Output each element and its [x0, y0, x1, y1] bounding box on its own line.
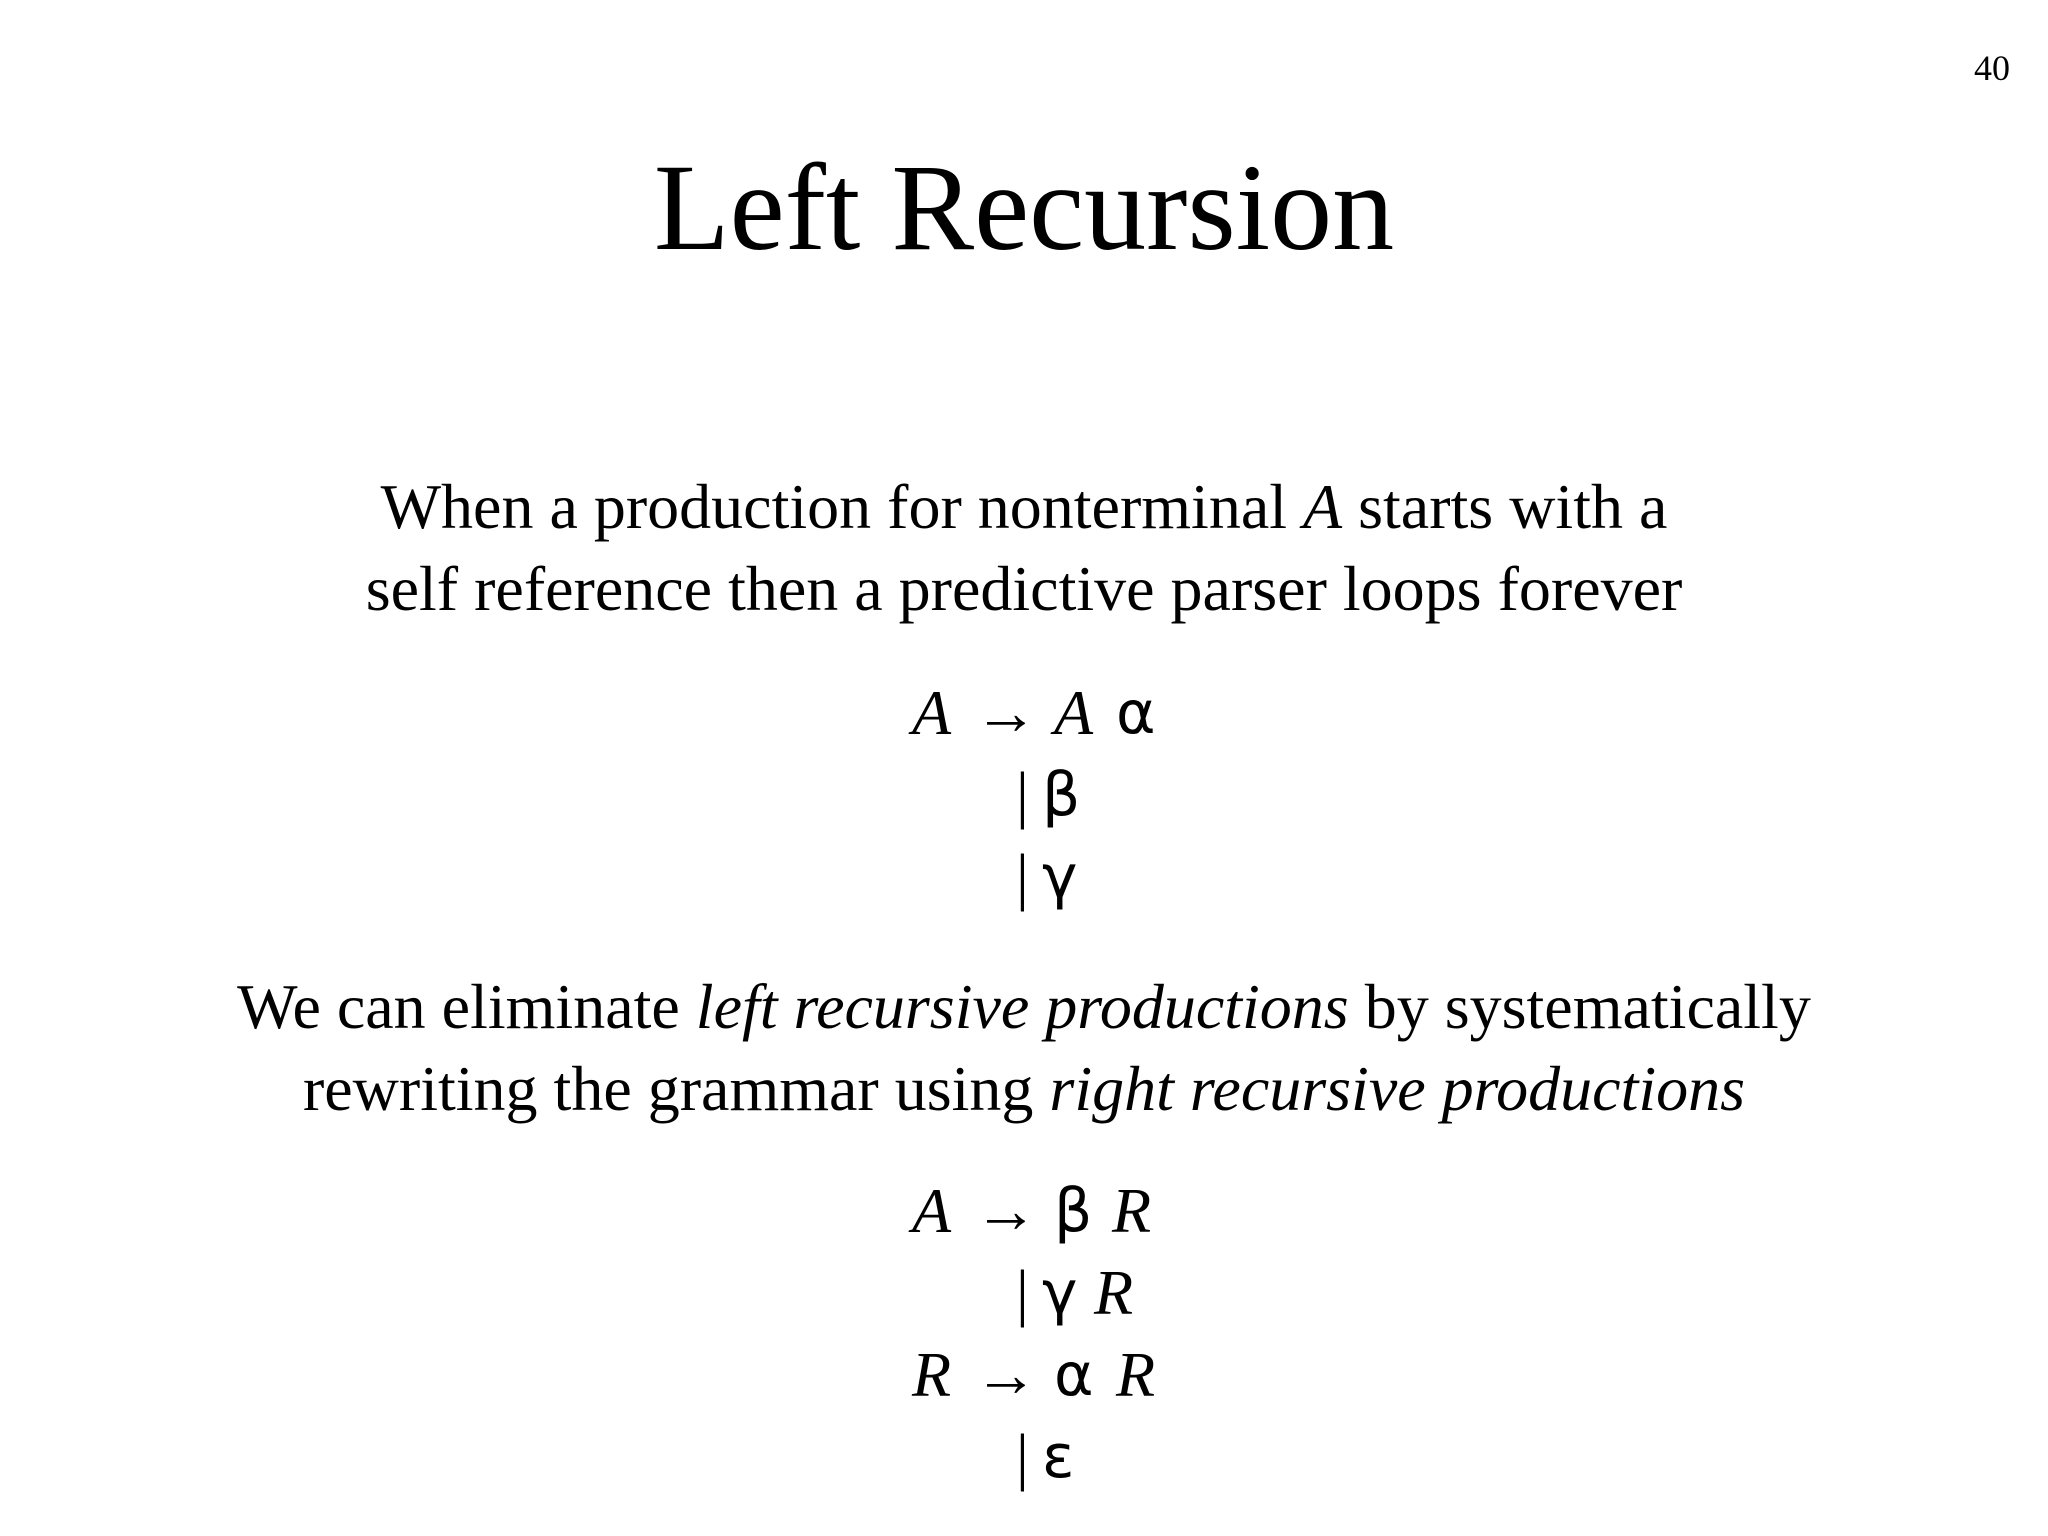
elimination-line-2: [0, 1048, 2048, 1130]
grammar-2-r: R: [1112, 1175, 1152, 1246]
grammar-1-alt-gamma: [908, 836, 1208, 918]
elimination-line-1-term: left recursive productions: [695, 971, 1349, 1042]
grammar-1-beta: β: [1042, 760, 1081, 830]
grammar-2-arrow: →: [974, 1339, 1038, 1410]
grammar-2-beta: β: [1054, 1176, 1093, 1246]
page-number: 40: [1974, 48, 2010, 88]
grammar-1-bar: |: [1016, 841, 1029, 912]
intro-line-1-nonterminal: A: [1303, 471, 1343, 542]
grammar-2-rule-a: [908, 1170, 1208, 1252]
intro-line-1-text-after: starts with a: [1342, 471, 1668, 542]
intro-paragraph: [0, 466, 2048, 630]
grammar-1-gamma: γ: [1042, 842, 1078, 912]
grammar-2-lhs-r: R: [912, 1339, 952, 1410]
grammar-2-r: R: [1116, 1339, 1156, 1410]
grammar-2-lhs-a: A: [912, 1175, 952, 1246]
grammar-2-rule-r: [908, 1334, 1208, 1416]
right-recursive-grammar: [908, 1170, 1208, 1498]
grammar-1-alt-beta: [908, 754, 1208, 836]
grammar-2-epsilon: ε: [1042, 1422, 1075, 1492]
elimination-line-2-term: right recursive productions: [1049, 1053, 1746, 1124]
grammar-2-gamma: γ: [1042, 1258, 1078, 1328]
grammar-2-alt-epsilon: [908, 1416, 1208, 1498]
grammar-1-bar: |: [1016, 759, 1029, 830]
grammar-2-alpha: α: [1054, 1340, 1094, 1410]
elimination-line-2-text-before: rewriting the grammar using: [302, 1053, 1050, 1124]
grammar-1-arrow: →: [974, 677, 1038, 748]
grammar-1-alpha: α: [1116, 678, 1156, 748]
elimination-line-1-text-after: by systematically: [1348, 971, 1811, 1042]
grammar-2-alt-gamma: [908, 1252, 1208, 1334]
grammar-2-bar: |: [1016, 1257, 1029, 1328]
left-recursive-grammar: [908, 672, 1208, 918]
grammar-1-rhs-nonterminal: A: [1054, 677, 1094, 748]
slide-title: Left Recursion: [653, 139, 1395, 276]
intro-line-2: self reference then a predictive parser loops forever: [365, 553, 1683, 624]
elimination-paragraph: [0, 966, 2048, 1130]
elimination-line-1-text-before: We can eliminate: [237, 971, 696, 1042]
grammar-2-r: R: [1094, 1257, 1134, 1328]
intro-line-1: [0, 466, 2048, 548]
grammar-1-rule-1: [908, 672, 1208, 754]
elimination-line-1: [0, 966, 2048, 1048]
grammar-1-lhs: A: [912, 677, 952, 748]
intro-line-1-text-before: When a production for nonterminal: [380, 471, 1303, 542]
grammar-2-bar: |: [1016, 1421, 1029, 1492]
grammar-2-arrow: →: [974, 1175, 1038, 1246]
